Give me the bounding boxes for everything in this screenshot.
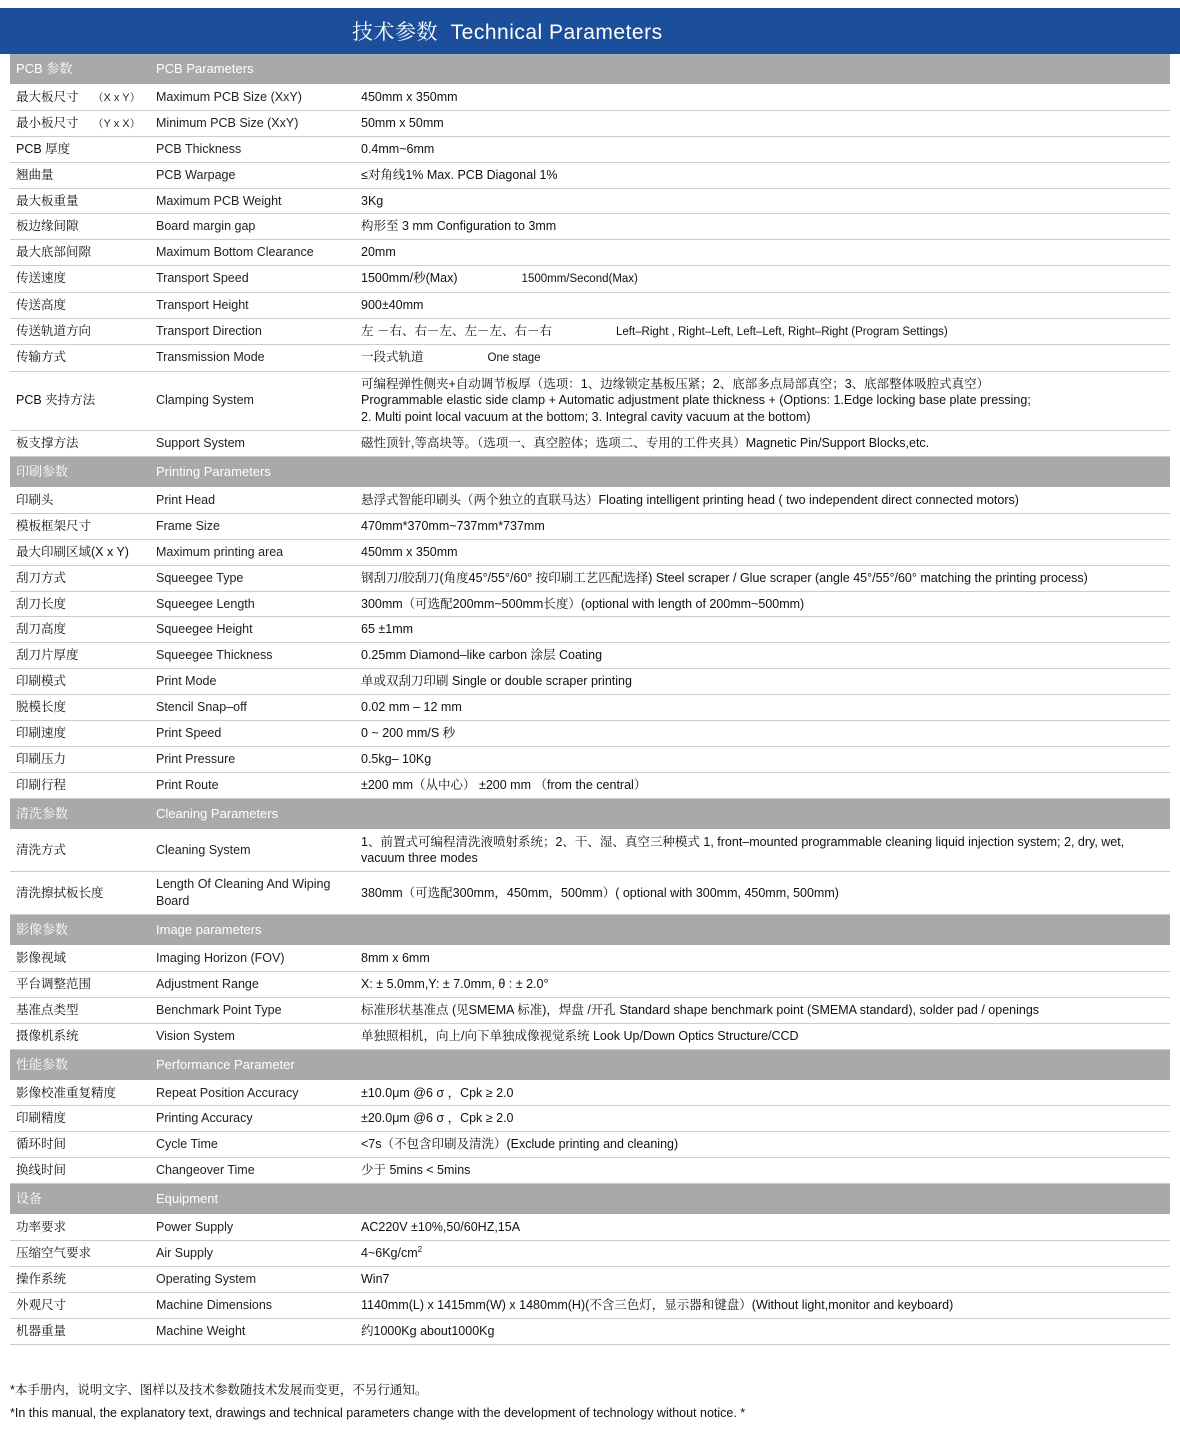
spec-label-cn-text: 平台调整范围 [16, 976, 92, 991]
section-header-row [10, 798, 1170, 829]
spec-label-en: Squeegee Height [150, 617, 355, 643]
spec-label-cn-text: 最小板尺寸 [16, 115, 79, 130]
spec-label-cn-text: 功率要求 [16, 1220, 67, 1235]
spec-value-line: 可编程弹性侧夹+自动调节板厚（选项：1、边缘锁定基板压紧；2、底部多点局部真空；3、底部整体吸腔式真空） [361, 376, 990, 391]
spec-label-cn-text: 脱模长度 [16, 700, 67, 715]
spec-value-line: 2. Multi point local vacuum at the bottom; 3. Integral cavity vacuum at the bottom) [361, 410, 811, 425]
spec-value-main: 标准形状基准点 (见SMEMA 标准)，焊盘 /开孔 Standard shape benchmark point (SMEMA standard), solder pad / openings [361, 1002, 1040, 1017]
spec-value-main: 单或双刮刀印刷 Single or double scraper printing [361, 674, 632, 689]
spec-row [10, 85, 1170, 111]
spec-value-main: 300mm（可选配200mm~500mm长度）(optional with length of 200mm~500mm) [361, 596, 805, 611]
spec-value-main: <7s（不包含印刷及清洗）(Exclude printing and cleaning) [361, 1137, 679, 1152]
spec-label-en: Transmission Mode [150, 345, 355, 372]
spec-value-main: 380mm（可选配300mm，450mm，500mm）( optional with 300mm, 450mm, 500mm) [361, 885, 839, 900]
spec-label-cn-text: 换线时间 [16, 1163, 67, 1178]
spec-value [355, 1240, 1170, 1266]
spec-value-main: 少于 5mins < 5mins [361, 1163, 471, 1178]
spec-label-en: Print Mode [150, 669, 355, 695]
section-header-row [10, 1049, 1170, 1080]
spec-value-main: 单独照相机，向上/向下单独成像视觉系统 Look Up/Down Optics Structure/CCD [361, 1028, 799, 1043]
spec-row [10, 695, 1170, 721]
page-title [352, 16, 663, 46]
spec-row [10, 669, 1170, 695]
spec-value [355, 162, 1170, 188]
spec-label-cn [10, 1132, 150, 1158]
spec-label-cn-text: 影像校准重复精度 [16, 1085, 117, 1100]
section-title-en: Equipment [150, 1184, 1170, 1215]
spec-value [355, 1080, 1170, 1106]
spec-label-en: Machine Dimensions [150, 1292, 355, 1318]
spec-label-cn-text: 传送高度 [16, 297, 67, 312]
spec-value-secondary: One stage [487, 352, 541, 365]
spec-label-en: Maximum printing area [150, 539, 355, 565]
spec-label-en: Length Of Cleaning And Wiping Board [150, 872, 355, 915]
spec-value [355, 539, 1170, 565]
spec-value [355, 136, 1170, 162]
spec-value [355, 746, 1170, 772]
spec-value-main: Win7 [361, 1271, 390, 1286]
spec-label-cn-text: 板支撑方法 [16, 436, 79, 451]
spec-row [10, 746, 1170, 772]
spec-label-en: Operating System [150, 1266, 355, 1292]
spec-value-main: 约1000Kg about1000Kg [361, 1323, 495, 1338]
spec-label-cn [10, 1266, 150, 1292]
spec-label-en: Adjustment Range [150, 971, 355, 997]
spec-value [355, 617, 1170, 643]
section-title-en: Image parameters [150, 915, 1170, 946]
spec-row [10, 1215, 1170, 1241]
section-header-row [10, 54, 1170, 85]
spec-value [355, 85, 1170, 111]
spec-row [10, 214, 1170, 240]
spec-label-cn-text: 模板框架尺寸 [16, 518, 92, 533]
spec-label-en: Transport Height [150, 292, 355, 318]
spec-row [10, 946, 1170, 972]
spec-row [10, 318, 1170, 345]
spec-label-cn-text: 压缩空气要求 [16, 1246, 92, 1260]
spec-label-cn [10, 431, 150, 457]
spec-label-en: Board margin gap [150, 214, 355, 240]
section-header-row [10, 915, 1170, 946]
spec-label-cn [10, 371, 150, 431]
spec-row [10, 1158, 1170, 1184]
spec-row [10, 1292, 1170, 1318]
spec-value-secondary: 1500mm/Second(Max) [521, 273, 638, 286]
spec-row [10, 1266, 1170, 1292]
spec-value [355, 318, 1170, 345]
spec-row [10, 1318, 1170, 1344]
spec-value-main: X: ± 5.0mm,Y: ± 7.0mm, θ : ± 2.0° [361, 976, 549, 991]
spec-row [10, 772, 1170, 798]
spec-label-cn [10, 872, 150, 915]
spec-value-main: AC220V ±10%,50/60HZ,15A [361, 1220, 521, 1235]
spec-label-cn [10, 1023, 150, 1049]
spec-label-cn-text: 影像视域 [16, 951, 67, 966]
spec-row [10, 513, 1170, 539]
page-title-en: Technical Parameters [450, 21, 663, 44]
spec-value-main: 3Kg [361, 193, 384, 208]
spec-value [355, 772, 1170, 798]
footnote [10, 1379, 1170, 1427]
spec-value-main: 0.02 mm – 12 mm [361, 700, 462, 715]
spec-label-cn [10, 292, 150, 318]
spec-value-main: ≤对角线1% Max. PCB Diagonal 1% [361, 167, 558, 182]
spec-row [10, 162, 1170, 188]
spec-value-main: 20mm [361, 245, 396, 260]
spec-row [10, 266, 1170, 293]
spec-label-cn [10, 772, 150, 798]
spec-value [355, 431, 1170, 457]
spec-value [355, 188, 1170, 214]
spec-label-cn [10, 136, 150, 162]
spec-label-cn [10, 946, 150, 972]
spec-label-en: Vision System [150, 1023, 355, 1049]
section-title-en: Performance Parameter [150, 1049, 1170, 1080]
spec-label-en: Changeover Time [150, 1158, 355, 1184]
spec-value [355, 1318, 1170, 1344]
spec-row [10, 488, 1170, 514]
spec-label-en: PCB Thickness [150, 136, 355, 162]
spec-value [355, 971, 1170, 997]
section-title-en: Cleaning Parameters [150, 798, 1170, 829]
spec-label-cn [10, 188, 150, 214]
spec-label-cn-text: 翘曲量 [16, 167, 54, 182]
spec-label-cn-text: 清洗方式 [16, 842, 67, 857]
spec-label-cn-text: 刮刀方式 [16, 570, 67, 585]
spec-label-cn-text: 最大底部间隙 [16, 245, 92, 260]
spec-value-main: 磁性顶针,等高块等。（选项一、真空腔体；选项二、专用的工件夹具）Magnetic Pin/Support Blocks,etc. [361, 436, 930, 451]
spec-table-body [10, 54, 1170, 1344]
spec-label-cn [10, 669, 150, 695]
section-title-cn: 性能参数 [10, 1049, 150, 1080]
spec-label-cn-sub: （Y x X） [92, 117, 141, 130]
spec-label-cn [10, 1080, 150, 1106]
spec-label-cn [10, 85, 150, 111]
spec-label-cn-text: 印刷行程 [16, 777, 67, 792]
footnote-en: *In this manual, the explanatory text, drawings and technical parameters change with the development of technology without notice. * [10, 1406, 746, 1421]
spec-value-superscript: 2 [417, 1244, 423, 1254]
spec-label-en: Print Head [150, 488, 355, 514]
spec-row [10, 1132, 1170, 1158]
spec-value [355, 720, 1170, 746]
spec-label-en: Support System [150, 431, 355, 457]
spec-value [355, 1158, 1170, 1184]
spec-label-en: Squeegee Length [150, 591, 355, 617]
spec-value-main: 构形至 3 mm Configuration to 3mm [361, 219, 557, 234]
spec-row [10, 1240, 1170, 1266]
spec-label-en: Maximum Bottom Clearance [150, 240, 355, 266]
section-header-row [10, 457, 1170, 488]
spec-row [10, 539, 1170, 565]
spec-value [355, 591, 1170, 617]
spec-value-main: 左 －右、右－左、左－左、右－右 [361, 323, 552, 338]
spec-value-main: 0.5kg– 10Kg [361, 751, 432, 766]
spec-value-main: ±10.0μm @6 σ ，Cpk ≥ 2.0 [361, 1085, 514, 1100]
spec-row [10, 617, 1170, 643]
spec-label-cn [10, 345, 150, 372]
spec-row [10, 136, 1170, 162]
spec-value [355, 240, 1170, 266]
spec-table [10, 54, 1170, 1345]
spec-value [355, 1132, 1170, 1158]
spec-value [355, 292, 1170, 318]
spec-label-cn [10, 266, 150, 293]
spec-value-line: Programmable elastic side clamp + Automatic adjustment plate thickness + (Options: 1.Edge locking base plate pressing; [361, 393, 1031, 408]
spec-label-cn [10, 318, 150, 345]
spec-value-main: ±20.0μm @6 σ ，Cpk ≥ 2.0 [361, 1111, 514, 1126]
spec-label-en: Benchmark Point Type [150, 997, 355, 1023]
spec-row [10, 591, 1170, 617]
footnote-cn: *本手册内，说明文字、图样以及技术参数随技术发展而变更，不另行通知。 [10, 1382, 428, 1397]
spec-label-en: Print Pressure [150, 746, 355, 772]
spec-row [10, 829, 1170, 872]
spec-label-en: Print Speed [150, 720, 355, 746]
spec-label-en: Stencil Snap–off [150, 695, 355, 721]
spec-row [10, 1106, 1170, 1132]
spec-row [10, 431, 1170, 457]
spec-value-main: 1140mm(L) x 1415mm(W) x 1480mm(H)(不含三色灯，显示器和键盘）(Without light,monitor and keyboard) [361, 1297, 954, 1312]
spec-row [10, 371, 1170, 431]
spec-value-secondary: Left–Right , Right–Left, Left–Left, Right–Right (Program Settings) [615, 325, 948, 338]
spec-value-main: 0.25mm Diamond–like carbon 涂层 Coating [361, 648, 603, 663]
spec-row [10, 292, 1170, 318]
spec-row [10, 565, 1170, 591]
section-title-en: PCB Parameters [150, 54, 1170, 85]
section-title-cn: PCB 参数 [10, 54, 150, 85]
spec-label-cn-text: PCB 厚度 [16, 141, 71, 156]
spec-value-main: 0.4mm~6mm [361, 141, 435, 156]
section-title-en: Printing Parameters [150, 457, 1170, 488]
section-title-cn: 印刷参数 [10, 457, 150, 488]
spec-label-cn-text: 板边缘间隙 [16, 219, 79, 234]
spec-value-main: ±200 mm（从中心） ±200 mm （from the central） [361, 777, 647, 792]
spec-value [355, 513, 1170, 539]
spec-label-cn [10, 565, 150, 591]
spec-label-cn [10, 617, 150, 643]
spec-label-cn [10, 1106, 150, 1132]
spec-label-cn [10, 488, 150, 514]
spec-label-cn [10, 643, 150, 669]
spec-label-en: Air Supply [150, 1240, 355, 1266]
spec-label-en: Squeegee Type [150, 565, 355, 591]
spec-label-en: Repeat Position Accuracy [150, 1080, 355, 1106]
section-title-cn: 清洗参数 [10, 798, 150, 829]
spec-value-main: 1、前置式可编程清洗液喷射系统；2、干、湿、真空三种模式 1, front–mounted programmable cleaning liquid injection system; 2, dry, wet, vacuum three modes [361, 834, 1125, 866]
spec-row [10, 240, 1170, 266]
spec-value-main: 450mm x 350mm [361, 90, 458, 104]
spec-label-cn-text: 外观尺寸 [16, 1297, 67, 1312]
spec-row [10, 1080, 1170, 1106]
spec-label-en: Printing Accuracy [150, 1106, 355, 1132]
spec-value-main: 900±40mm [361, 297, 424, 312]
spec-label-cn [10, 513, 150, 539]
spec-label-cn [10, 720, 150, 746]
spec-label-en: Squeegee Thickness [150, 643, 355, 669]
spec-label-en: Clamping System [150, 371, 355, 431]
spec-label-cn-text: 传送速度 [16, 271, 67, 286]
spec-label-cn [10, 214, 150, 240]
spec-label-en: Maximum PCB Size (XxY) [150, 85, 355, 111]
spec-value [355, 1023, 1170, 1049]
spec-value-main: 悬浮式智能印刷头（两个独立的直联马达）Floating intelligent printing head ( two independent direct connected motors) [361, 493, 1019, 508]
spec-value [355, 488, 1170, 514]
spec-row [10, 971, 1170, 997]
spec-value [355, 695, 1170, 721]
section-title-cn: 影像参数 [10, 915, 150, 946]
page-header [0, 8, 1180, 54]
spec-label-cn [10, 240, 150, 266]
spec-label-en: Transport Speed [150, 266, 355, 293]
spec-label-cn-text: 刮刀片厚度 [16, 648, 79, 663]
spec-value [355, 643, 1170, 669]
spec-label-cn [10, 997, 150, 1023]
spec-label-cn-text: 印刷模式 [16, 674, 67, 689]
spec-value [355, 997, 1170, 1023]
spec-label-en: Print Route [150, 772, 355, 798]
spec-label-cn-sub: （X x Y） [92, 92, 141, 104]
spec-label-cn [10, 1292, 150, 1318]
spec-label-en: Machine Weight [150, 1318, 355, 1344]
spec-label-cn-text: 清洗擦拭板长度 [16, 885, 104, 900]
spec-label-en: Cycle Time [150, 1132, 355, 1158]
spec-value [355, 1215, 1170, 1241]
spec-value-main: 0 ~ 200 mm/S 秒 [361, 725, 456, 740]
spec-label-en: Frame Size [150, 513, 355, 539]
section-title-cn: 设备 [10, 1184, 150, 1215]
spec-label-cn [10, 1240, 150, 1266]
spec-value [355, 1266, 1170, 1292]
spec-value [355, 214, 1170, 240]
spec-value [355, 371, 1170, 431]
spec-value-main: 一段式轨道 [361, 350, 424, 365]
spec-value-main: 50mm x 50mm [361, 115, 444, 130]
spec-value-main: 450mm x 350mm [361, 544, 458, 559]
spec-label-cn [10, 971, 150, 997]
spec-label-en: PCB Warpage [150, 162, 355, 188]
spec-label-cn [10, 695, 150, 721]
spec-label-en: Imaging Horizon (FOV) [150, 946, 355, 972]
spec-label-en: Cleaning System [150, 829, 355, 872]
spec-label-cn-text: 循环时间 [16, 1137, 67, 1152]
spec-label-cn [10, 591, 150, 617]
spec-label-cn-text: 操作系统 [16, 1271, 67, 1286]
spec-row [10, 110, 1170, 136]
spec-label-cn [10, 829, 150, 872]
spec-label-cn-text: 刮刀长度 [16, 596, 67, 611]
spec-value [355, 266, 1170, 293]
spec-label-cn-text: 最大印刷区域(X x Y) [16, 544, 129, 559]
spec-value [355, 669, 1170, 695]
spec-value [355, 345, 1170, 372]
spec-value-main: 1500mm/秒(Max) [361, 271, 458, 286]
spec-label-en: Maximum PCB Weight [150, 188, 355, 214]
spec-label-cn [10, 110, 150, 136]
spec-label-cn [10, 162, 150, 188]
spec-label-cn-text: 传输方式 [16, 350, 67, 365]
spec-label-en: Minimum PCB Size (XxY) [150, 110, 355, 136]
spec-label-cn-text: 基准点类型 [16, 1002, 79, 1017]
spec-row [10, 345, 1170, 372]
page-title-cn: 技术参数 [352, 21, 438, 44]
spec-row [10, 720, 1170, 746]
spec-value-main: 钢刮刀/胶刮刀(角度45°/55°/60° 按印刷工艺匹配选择) Steel scraper / Glue scraper (angle 45°/55°/60° matching the printing process) [361, 570, 1088, 585]
spec-value [355, 946, 1170, 972]
spec-value [355, 1106, 1170, 1132]
spec-value-main: 8mm x 6mm [361, 951, 430, 966]
spec-row [10, 997, 1170, 1023]
spec-value [355, 829, 1170, 872]
spec-label-cn-text: PCB 夹持方法 [16, 393, 96, 408]
spec-label-cn-text: 印刷压力 [16, 751, 67, 766]
spec-label-cn-text: 机器重量 [16, 1323, 67, 1338]
spec-label-cn-text: 印刷速度 [16, 725, 67, 740]
spec-label-cn-text: 印刷精度 [16, 1111, 67, 1126]
spec-value-main: 470mm*370mm~737mm*737mm [361, 518, 545, 533]
spec-label-cn [10, 539, 150, 565]
spec-value-main: 4~6Kg/cm [361, 1246, 418, 1261]
spec-label-cn [10, 1158, 150, 1184]
spec-value [355, 1292, 1170, 1318]
spec-row [10, 872, 1170, 915]
technical-parameters-page [0, 8, 1180, 1436]
spec-label-cn-text: 最大板重量 [16, 193, 79, 208]
spec-row [10, 1023, 1170, 1049]
spec-label-cn-text: 最大板尺寸 [16, 90, 79, 104]
spec-label-cn-text: 传送轨道方向 [16, 323, 92, 338]
spec-value [355, 565, 1170, 591]
spec-label-cn [10, 1318, 150, 1344]
spec-label-cn-text: 摄像机系统 [16, 1028, 79, 1043]
spec-value-main: 65 ±1mm [361, 622, 414, 637]
spec-label-en: Transport Direction [150, 318, 355, 345]
spec-value [355, 872, 1170, 915]
spec-label-cn-text: 刮刀高度 [16, 622, 67, 637]
spec-row [10, 643, 1170, 669]
spec-row [10, 188, 1170, 214]
spec-value [355, 110, 1170, 136]
spec-label-cn [10, 746, 150, 772]
spec-label-en: Power Supply [150, 1215, 355, 1241]
section-header-row [10, 1184, 1170, 1215]
spec-label-cn [10, 1215, 150, 1241]
spec-label-cn-text: 印刷头 [16, 493, 54, 508]
